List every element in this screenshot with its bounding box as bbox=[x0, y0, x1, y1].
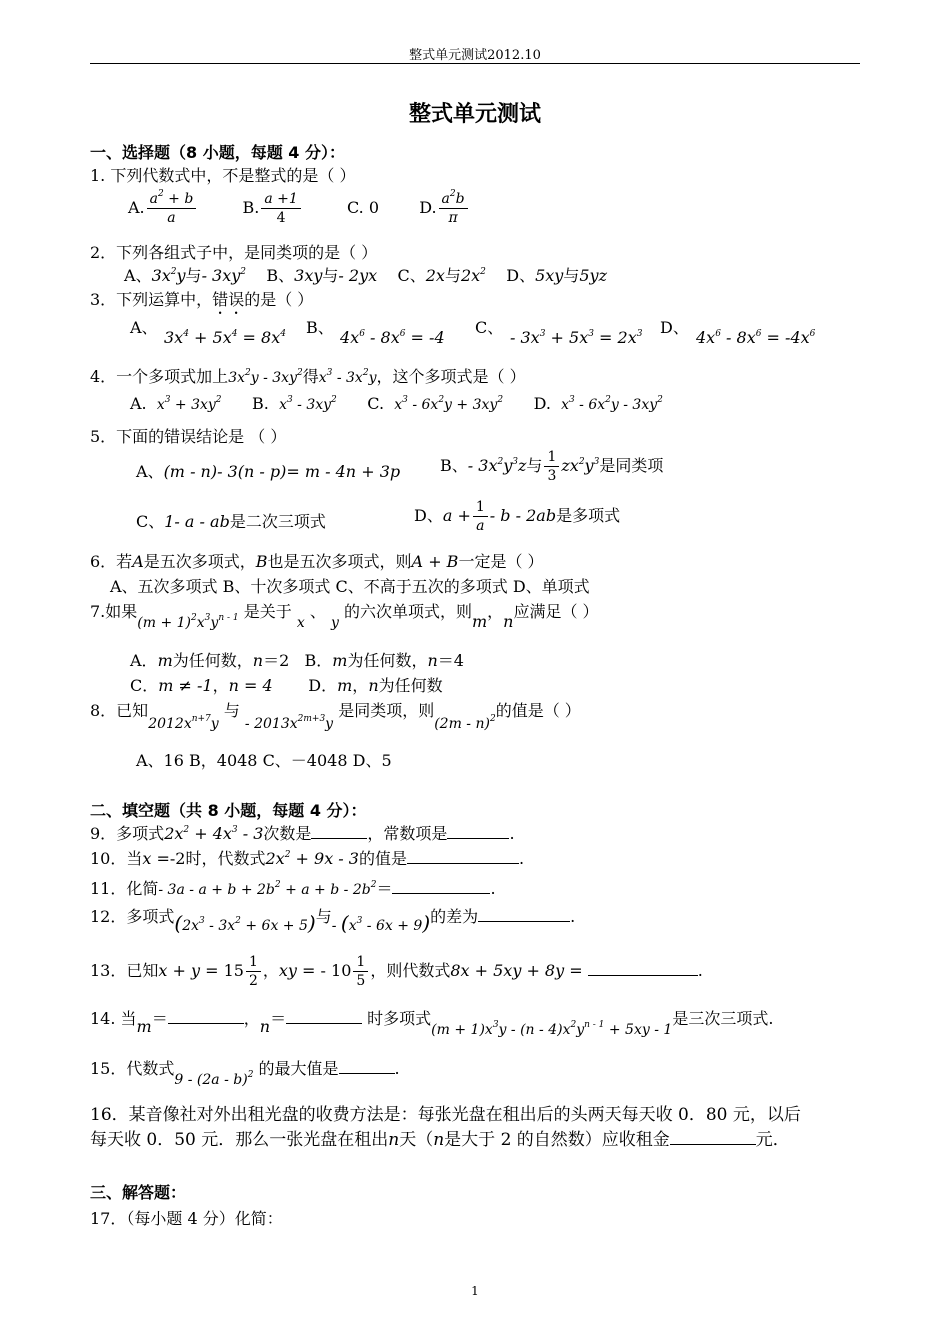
math-expr: $2x^2 + 4x^3 - 3$ bbox=[164, 824, 264, 843]
question-3-option-c: - $3x^3 + 5x^3 = 2x^3$ bbox=[510, 328, 643, 347]
math-expr: - $(x^3 - 6x + 9)$ bbox=[331, 911, 431, 935]
question-3-option-a-label: A、 bbox=[130, 318, 158, 337]
question-2-options: A、$3x^2y$与- $3xy^2$ B、3xy与- 2yx C、2x与$2x^2$ D、5xy与5yz bbox=[124, 266, 607, 285]
emphasis-text: 错误 bbox=[212, 290, 245, 309]
question-2-stem: 2．下列各组式子中，是同类项的是（ ） bbox=[90, 243, 378, 262]
math-expr: $x^3 - 3xy^2$ bbox=[279, 395, 337, 413]
math-fraction: $\frac{1}{5}$ bbox=[353, 953, 368, 990]
math-expr: - 2yx bbox=[338, 266, 378, 285]
math-fraction: $\frac{1}{2}$ bbox=[246, 953, 261, 990]
question-6-options: A、五次多项式 B、十次多项式 C、不高于五次的多项式 D、单项式 bbox=[110, 577, 590, 596]
question-6-stem: 6．若A是五次多项式，B也是五次多项式，则A + B一定是（ ） bbox=[90, 552, 544, 571]
answer-blank[interactable] bbox=[311, 824, 367, 839]
answer-blank[interactable] bbox=[478, 907, 570, 922]
answer-blank[interactable] bbox=[168, 1009, 244, 1024]
answer-blank[interactable] bbox=[447, 824, 509, 839]
question-3-option-d: $4x^6 - 8x^6 = -4x^6$ bbox=[696, 328, 816, 347]
question-5-stem: 5．下面的错误结论是 （ ） bbox=[90, 427, 287, 446]
math-expr: a + bbox=[442, 506, 471, 525]
running-header: 整式单元测试2012.10 bbox=[409, 48, 541, 63]
math-fraction: $\frac{a^2b}{\pi}$ bbox=[439, 190, 468, 227]
math-expr: 5yz bbox=[579, 266, 607, 285]
question-3-option-b: $4x^6 - 8x^6 = -4$ bbox=[340, 328, 445, 347]
page-title: 整式单元测试 bbox=[408, 102, 541, 127]
answer-blank[interactable] bbox=[286, 1009, 362, 1024]
section-heading-solve: 三、解答题： bbox=[90, 1183, 187, 1202]
math-expr: - $3a - a + b + 2b^2 + a + b - 2b^2$ bbox=[158, 880, 377, 898]
math-expr: $3x^2y$ bbox=[151, 266, 186, 285]
math-expr: - $3xy^2$ bbox=[201, 266, 247, 285]
question-1-options bbox=[128, 190, 470, 227]
section-heading-fill: 二、填空题（共 8 小题，每题 4 分）： bbox=[90, 801, 367, 820]
question-3-stem: 3．下列运算中，错误的是（ ） bbox=[90, 290, 314, 309]
question-3-option-a: $3x^4 + 5x^4 = 8x^4$ bbox=[164, 328, 286, 347]
math-expr: 5xy bbox=[535, 266, 564, 285]
math-expr: $(m + 1)x^3y - (n - 4)x^2y^{n - 1} + 5xy - 1$ bbox=[431, 1020, 673, 1038]
question-8-stem: 8．已知$2012x^{n+7}y$ 与 - $2013x^{2m+3}y$ 是同类项，则(2m - n)$^2$的值是（ ） bbox=[90, 701, 581, 732]
math-expr: $x^3 - 6x^2y + 3xy^2$ bbox=[394, 395, 504, 413]
option-label: B. bbox=[242, 198, 260, 217]
math-expr: (2m - n)$^2$ bbox=[434, 714, 496, 732]
math-expr: 2x bbox=[425, 266, 445, 285]
question-8-options: A、16 B，4048 C、－4048 D、5 bbox=[136, 751, 392, 770]
question-10: 10．当x =-2时，代数式$2x^2 + 9x - 3$的值是 . bbox=[90, 849, 525, 868]
math-expr: 9 - (2a - b)$^2$ bbox=[174, 1070, 254, 1088]
answer-blank[interactable] bbox=[670, 1130, 756, 1145]
math-expr: $x^3 - 6x^2y - 3xy^2$ bbox=[561, 395, 663, 413]
question-16-line1: 16．某音像社对外出租光盘的收费方法是：每张光盘在租出后的头两天每天收 0．80 元，以后 bbox=[90, 1105, 801, 1125]
question-14: 14. 当m＝ ，n＝ 时多项式$(m + 1)x^3y - (n - 4)x^2y^{n - 1} + 5xy - 1$是三次三项式. bbox=[90, 1009, 774, 1038]
question-3-option-c-label: C、 bbox=[475, 318, 504, 337]
math-expr: $(2x^3 - 3x^2 + 6x + 5)$ bbox=[174, 911, 316, 935]
math-fraction: $\frac{a^2 + b}{a}$ bbox=[147, 190, 197, 227]
question-13: 13．已知x + y = 15 $\frac{1}{2}$ ，xy = - 10 $\frac{1}{5}$ ，则代数式8x + 5xy + 8y = . bbox=[90, 954, 703, 989]
math-fraction: $\frac{1}{a}$ bbox=[473, 498, 488, 535]
math-expr: $zx^2y^3$ bbox=[561, 456, 600, 475]
question-3-option-d-label: D、 bbox=[660, 318, 689, 337]
page-number: 1 bbox=[471, 1284, 479, 1298]
math-expr: (m - n)- 3(n - p)= m - 4n + 3p bbox=[163, 462, 401, 481]
section-heading-choice: 一、选择题（8 小题，每题 4 分）： bbox=[90, 143, 345, 162]
question-5-option-b: B、- $3x^2y^3z$与 $\frac{1}{3}$ $zx^2y^3$是同类项 bbox=[440, 449, 664, 484]
question-7-stem: 7.如果$(m + 1)^2x^3y^{n - 1}$ 是关于 x 、 y 的六次单项式，则m，n应满足（ ） bbox=[90, 602, 599, 631]
math-expr: $(m + 1)^2x^3y^{n - 1}$ bbox=[137, 613, 239, 631]
math-expr: 1- a - ab bbox=[164, 512, 230, 531]
question-7-options-cd: C．m ≠ -1，n = 4 D．m，n为任何数 bbox=[130, 676, 443, 695]
math-expr: 3xy bbox=[294, 266, 323, 285]
math-expr: - b - 2ab bbox=[489, 506, 557, 525]
math-expr: - $2013x^{2m+3}y$ bbox=[244, 714, 334, 732]
math-expr: - $3x^2y^3z$ bbox=[467, 456, 527, 475]
option-label: C. 0 bbox=[346, 198, 380, 217]
question-3-option-b-label: B、 bbox=[306, 318, 334, 337]
question-5-option-d: D、a + $\frac{1}{a}$ - b - 2ab是多项式 bbox=[414, 499, 621, 534]
option-label: D. bbox=[419, 198, 437, 217]
question-16-line2: 每天收 0．50 元．那么一张光盘在租出n天（n是大于 2 的自然数）应收租金 元． bbox=[90, 1130, 790, 1150]
question-11: 11．化简- $3a - a + b + 2b^2 + a + b - 2b^2=$ . bbox=[90, 879, 496, 898]
math-fraction: $\frac{a +1}{4}$ bbox=[261, 190, 300, 227]
question-17: 17．（每小题 4 分）化简： bbox=[90, 1209, 283, 1228]
question-5-option-c: C、1- a - ab是二次三项式 bbox=[136, 512, 326, 531]
question-1-stem: 1. 下列代数式中，不是整式的是（ ） bbox=[90, 166, 356, 185]
question-15: 15．代数式9 - (2a - b)$^2$ 的最大值是 . bbox=[90, 1059, 400, 1088]
answer-blank[interactable] bbox=[588, 961, 698, 976]
math-fraction: $\frac{1}{3}$ bbox=[544, 448, 559, 485]
question-5-option-a: A、(m - n)- 3(n - p)= m - 4n + 3p bbox=[136, 462, 401, 481]
question-7-options-ab: A．m为任何数，n＝2 B．m为任何数，n＝4 bbox=[130, 651, 464, 670]
math-expr: $x^3 - 3x^2y$ bbox=[318, 368, 377, 386]
math-expr: $2x^2$ bbox=[460, 266, 486, 285]
answer-blank[interactable] bbox=[339, 1059, 395, 1074]
question-4-stem: 4．一个多项式加上$3x^2y - 3xy^2$得$x^3 - 3x^2y$，这个多项式是（ ） bbox=[90, 367, 526, 386]
answer-blank[interactable] bbox=[392, 879, 490, 894]
question-4-options: A. $x^3 + 3xy^2$ B. $x^3 - 3xy^2$ C. $x^3 - 6x^2y + 3xy^2$ D. $x^3 - 6x^2y - 3xy^2$ bbox=[130, 394, 663, 413]
math-expr: $2012x^{n+7}y$ bbox=[148, 714, 219, 732]
answer-blank[interactable] bbox=[407, 849, 519, 864]
question-9: 9．多项式$2x^2 + 4x^3 - 3$次数是 ，常数项是 . bbox=[90, 824, 515, 843]
question-12: 12．多项式$(2x^3 - 3x^2 + 6x + 5)$与- $(x^3 - 6x + 9)$的差为 . bbox=[90, 907, 576, 935]
math-expr: $3x^2y - 3xy^2$ bbox=[228, 368, 303, 386]
math-expr: $x^3 + 3xy^2$ bbox=[156, 395, 222, 413]
header-rule bbox=[90, 63, 860, 64]
option-label: A. bbox=[128, 198, 145, 217]
